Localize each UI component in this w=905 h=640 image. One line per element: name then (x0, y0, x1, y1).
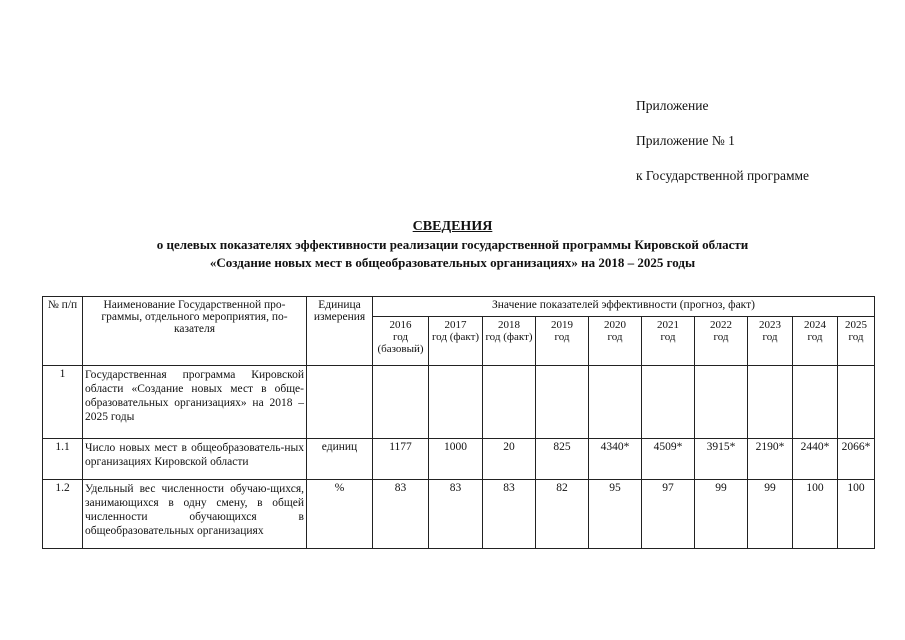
row-value (536, 366, 589, 439)
row-value: 4509* (642, 439, 695, 480)
table-row (43, 480, 875, 549)
header-year-number: 2023 (759, 319, 781, 332)
header-num: № п/п (43, 297, 83, 366)
header-year-number: 2020 (604, 319, 626, 332)
header-year-sub: год (807, 331, 823, 344)
header-values-group: Значение показателей эффективности (прогноз, факт) (373, 297, 875, 317)
header-year-2024 (793, 317, 838, 366)
row-value (373, 366, 429, 439)
header-year-2025 (838, 317, 875, 366)
row-value: 83 (373, 480, 429, 549)
row-value: 20 (483, 439, 536, 480)
row-value (483, 366, 536, 439)
row-value (748, 366, 793, 439)
row-num: 1 (43, 366, 83, 439)
header-unit: Единица измерения (307, 297, 373, 366)
header-row-1 (43, 297, 875, 317)
title-line-2: «Создание новых мест в общеобразовательных организациях» на 2018 – 2025 годы (209, 255, 696, 270)
header-year-sub: год (базовый) (377, 331, 424, 356)
row-num: 1.1 (43, 439, 83, 480)
row-value: 82 (536, 480, 589, 549)
row-value: 97 (642, 480, 695, 549)
header-year-sub: год (факт) (485, 331, 533, 344)
row-value: 825 (536, 439, 589, 480)
row-value: 83 (483, 480, 536, 549)
header-year-sub: год (848, 331, 864, 344)
row-unit (307, 366, 373, 439)
table-body (43, 366, 875, 549)
row-value: 1177 (373, 439, 429, 480)
header-year-sub: год (762, 331, 778, 344)
row-name: Удельный вес численности обучаю-щихся, занимающихся в одну смену, в общей численности обучающихся в общеобразовательных организациях (83, 480, 307, 549)
header-year-2022 (695, 317, 748, 366)
header-year-sub: год (607, 331, 623, 344)
table-row (43, 366, 875, 439)
row-value: 2066* (838, 439, 875, 480)
header-year-2020 (589, 317, 642, 366)
row-value: 1000 (429, 439, 483, 480)
row-value: 3915* (695, 439, 748, 480)
header-year-2019 (536, 317, 589, 366)
header-year-number: 2024 (804, 319, 826, 332)
appendix-reference: к Государственной программе (636, 168, 810, 183)
row-value: 2190* (748, 439, 793, 480)
header-year-2016 (373, 317, 429, 366)
header-year-number: 2016 (389, 319, 412, 332)
title-main: СВЕДЕНИЯ (412, 219, 493, 234)
header-year-2021 (642, 317, 695, 366)
header-year-sub: год (713, 331, 729, 344)
header-year-number: 2019 (551, 319, 573, 332)
appendix-label: Приложение (636, 98, 709, 113)
header-name: Наименование Государственной про-граммы, отдельного мероприятия, по-казателя (83, 297, 307, 366)
row-value (429, 366, 483, 439)
row-num: 1.2 (43, 480, 83, 549)
row-unit: единиц (307, 439, 373, 480)
header-year-2018 (483, 317, 536, 366)
row-name: Государственная программа Кировской области «Создание новых мест в обще-образовательных организациях» на 2018 – 2025 годы (83, 366, 307, 439)
row-value: 99 (695, 480, 748, 549)
title-line-1: о целевых показателях эффективности реализации государственной программы Кировской области (156, 237, 749, 252)
row-value: 2440* (793, 439, 838, 480)
header-year-sub: год (факт) (431, 331, 480, 344)
header-year-number: 2018 (498, 319, 520, 332)
row-value (695, 366, 748, 439)
row-value: 83 (429, 480, 483, 549)
row-value (793, 366, 838, 439)
header-year-sub: год (554, 331, 570, 344)
row-value (642, 366, 695, 439)
row-value: 100 (838, 480, 875, 549)
header-year-number: 2017 (444, 319, 467, 332)
row-value: 4340* (589, 439, 642, 480)
row-value: 100 (793, 480, 838, 549)
appendix-number: Приложение № 1 (636, 133, 735, 148)
row-value: 99 (748, 480, 793, 549)
header-year-number: 2025 (845, 319, 867, 332)
row-name: Число новых мест в общеобразователь-ных организациях Кировской области (83, 439, 307, 480)
row-value: 95 (589, 480, 642, 549)
row-unit: % (307, 480, 373, 549)
header-year-number: 2022 (710, 319, 732, 332)
header-year-number: 2021 (657, 319, 679, 332)
document-title (0, 218, 905, 272)
header-year-sub: год (660, 331, 676, 344)
row-value (589, 366, 642, 439)
header-year-2017 (429, 317, 483, 366)
row-value (838, 366, 875, 439)
table-row (43, 439, 875, 480)
header-year-2023 (748, 317, 793, 366)
indicators-table (42, 296, 875, 549)
